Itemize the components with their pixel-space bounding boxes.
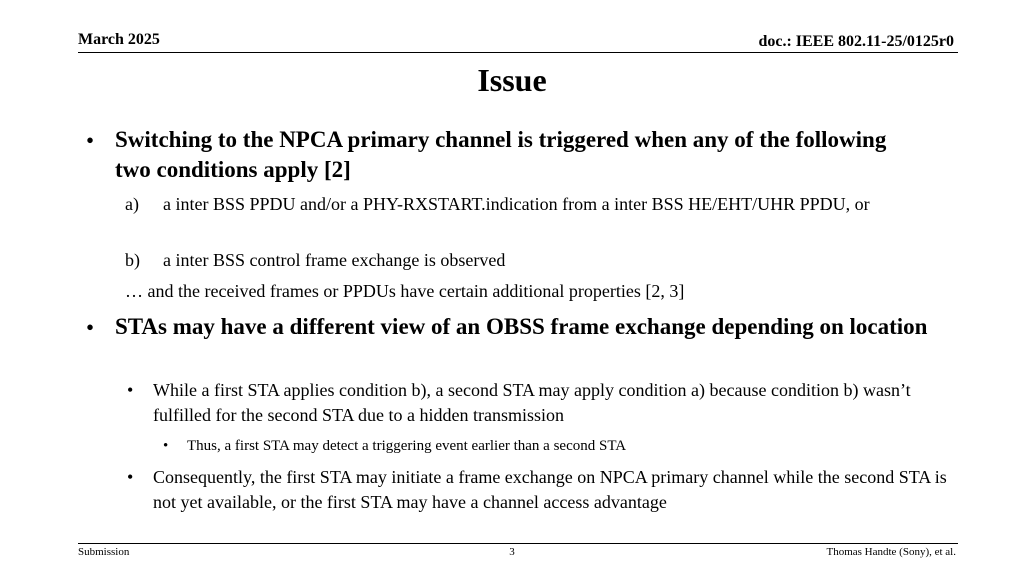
bullet-1-text: Switching to the NPCA primary channel is triggered when any of the following two conditions apply [2] <box>115 127 887 182</box>
sub-sub-bullet-1-text: Thus, a first STA may detect a triggering event earlier than a second STA <box>187 438 627 454</box>
sub-bullet-2-marker: • <box>127 467 134 487</box>
sub-bullet-2-text: Consequently, the first STA may initiate a frame exchange on NPCA primary channel while the second STA is not yet available, or the first STA may have a channel access advantage <box>153 467 947 512</box>
bullet-2-marker: • <box>86 315 95 340</box>
sub-bullet-1-text: While a first STA applies condition b), a second STA may apply condition a) because condition b) wasn’t fulfilled for the second STA due to a hidden transmission <box>153 380 911 425</box>
slide-title: Issue <box>477 62 547 98</box>
footer-submission: Submission <box>78 546 130 558</box>
item-b-marker: b) <box>125 250 140 270</box>
footer-authors: Thomas Handte (Sony), et al. <box>826 546 956 558</box>
sub-bullet-1-marker: • <box>127 380 134 400</box>
item-a-text: a inter BSS PPDU and/or a PHY-RXSTART.indication from a inter BSS HE/EHT/UHR PPDU, or <box>163 194 870 214</box>
header-date: March 2025 <box>78 31 160 48</box>
footer-divider <box>78 543 958 544</box>
sub-sub-bullet-1-marker: • <box>163 438 169 454</box>
footer-page-number: 3 <box>509 546 515 558</box>
bullet-1-marker: • <box>86 128 95 153</box>
item-b-text: a inter BSS control frame exchange is observed <box>163 250 506 270</box>
header-divider <box>78 52 958 53</box>
header-doc-id: doc.: IEEE 802.11-25/0125r0 <box>758 33 954 50</box>
conditions-continuation: … and the received frames or PPDUs have certain additional properties [2, 3] <box>125 281 685 301</box>
item-a-marker: a) <box>125 194 139 214</box>
bullet-2-text: STAs may have a different view of an OBSS frame exchange depending on location <box>115 314 928 339</box>
